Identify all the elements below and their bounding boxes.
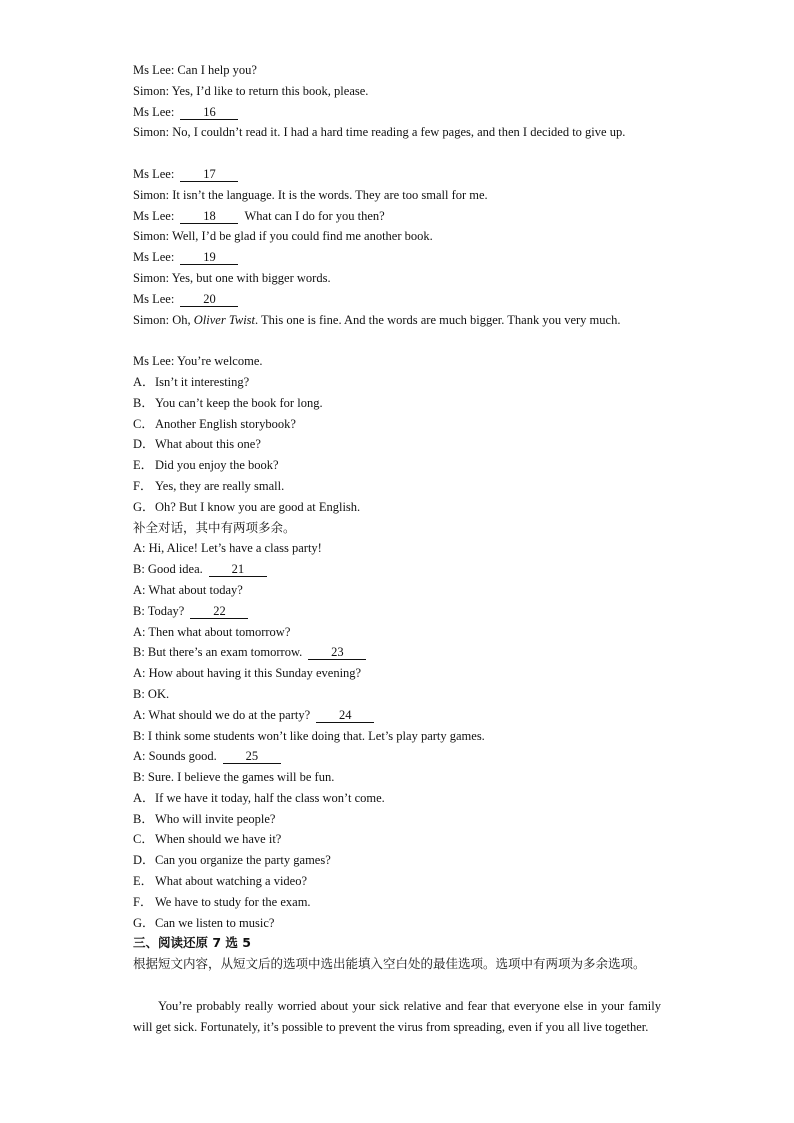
section-heading: 三、阅读还原 7 选 5 (133, 935, 251, 951)
dialogue-2 (133, 538, 661, 788)
option-item[interactable]: C．Another English storybook? (133, 416, 296, 431)
dialogue-line: Ms Lee: You’re welcome. (133, 354, 263, 369)
answer-blank[interactable]: 25 (223, 749, 281, 764)
dialogue-line: Ms Lee: 17 (133, 164, 661, 185)
dialogue-line: Ms Lee: 16 (133, 102, 661, 123)
option-item[interactable]: A．If we have it today, half the class won’t come. (133, 790, 385, 805)
options-list-2 (133, 788, 661, 934)
option-item[interactable]: A．Isn’t it interesting? (133, 374, 250, 389)
dialogue-1 (133, 60, 661, 372)
reading-passage: You’re probably really worried about your sick relative and fear that everyone else in your family will get sick. Fortunately, it’s possible to prevent the virus from spreading, even if you all live together. (133, 998, 661, 1034)
answer-blank[interactable]: 18 (180, 209, 238, 224)
dialogue-line: B: But there’s an exam tomorrow. 23 (133, 642, 661, 663)
dialogue-line: Simon: Well, I’d be glad if you could find me another book. (133, 229, 433, 244)
dialogue-line: A: Hi, Alice! Let’s have a class party! (133, 541, 322, 556)
option-item[interactable]: B．You can’t keep the book for long. (133, 395, 323, 410)
dialogue-line: B: Sure. I believe the games will be fun. (133, 770, 335, 785)
answer-blank[interactable]: 22 (190, 604, 248, 619)
options-list-1 (133, 372, 661, 518)
worksheet-page (133, 60, 661, 1037)
dialogue-line: A: What should we do at the party? 24 (133, 705, 661, 726)
option-item[interactable]: D．What about this one? (133, 437, 261, 452)
dialogue-line: Ms Lee: 19 (133, 247, 661, 268)
option-item[interactable]: B．Who will invite people? (133, 811, 276, 826)
dialogue-line: Ms Lee: Can I help you? (133, 63, 257, 77)
option-item[interactable]: G．Can we listen to music? (133, 915, 275, 930)
dialogue-line: A: What about today? (133, 582, 243, 597)
dialogue-line: B: OK. (133, 686, 170, 701)
dialogue-line: A: How about having it this Sunday evening? (133, 666, 362, 681)
answer-blank[interactable]: 19 (180, 250, 238, 265)
answer-blank[interactable]: 20 (180, 292, 238, 307)
dialogue-line: Ms Lee: 18 What can I do for you then? (133, 208, 385, 223)
option-item[interactable]: D．Can you organize the party games? (133, 853, 331, 868)
option-item[interactable]: F． Yes, they are really small. (133, 478, 285, 493)
dialogue-line: B: Today? 22 (133, 601, 661, 622)
section-instruction: 根据短文内容，从短文后的选项中选出能填入空白处的最佳选项。选项中有两项为多余选项。 (133, 956, 646, 972)
dialogue-line: Ms Lee: 20 (133, 289, 661, 310)
answer-blank[interactable]: 16 (180, 105, 238, 120)
answer-blank[interactable]: 23 (308, 645, 366, 660)
dialogue-line: Simon: No, I couldn’t read it. I had a hard time reading a few pages, and then I decided to give up. (133, 125, 626, 140)
answer-blank[interactable]: 21 (209, 562, 267, 577)
dialogue-line: Simon: It isn’t the language. It is the words. They are too small for me. (133, 187, 488, 202)
dialogue-line: B: I think some students won’t like doing that. Let’s play party games. (133, 728, 485, 743)
dialogue-line: B: Good idea. 21 (133, 559, 661, 580)
answer-blank[interactable]: 24 (316, 708, 374, 723)
instruction-2: 补全对话，其中有两项多余。 (133, 519, 296, 535)
dialogue-line: Simon: Yes, but one with bigger words. (133, 270, 331, 285)
dialogue-line: Simon: Yes, I’d like to return this book, please. (133, 83, 369, 98)
option-item[interactable]: E． What about watching a video? (133, 874, 308, 889)
option-item[interactable]: G．Oh? But I know you are good at English. (133, 499, 361, 514)
dialogue-line: A: Then what about tomorrow? (133, 624, 291, 639)
answer-blank[interactable]: 17 (180, 167, 238, 182)
dialogue-line: Simon: Oh, Oliver Twist. This one is fine. And the words are much bigger. Thank you very much. (133, 312, 621, 327)
option-item[interactable]: E． Did you enjoy the book? (133, 458, 279, 473)
option-item[interactable]: C．When should we have it? (133, 832, 282, 847)
option-item[interactable]: F． We have to study for the exam. (133, 894, 311, 909)
book-title: Oliver Twist (193, 312, 256, 327)
dialogue-line: A: Sounds good. 25 (133, 746, 661, 767)
